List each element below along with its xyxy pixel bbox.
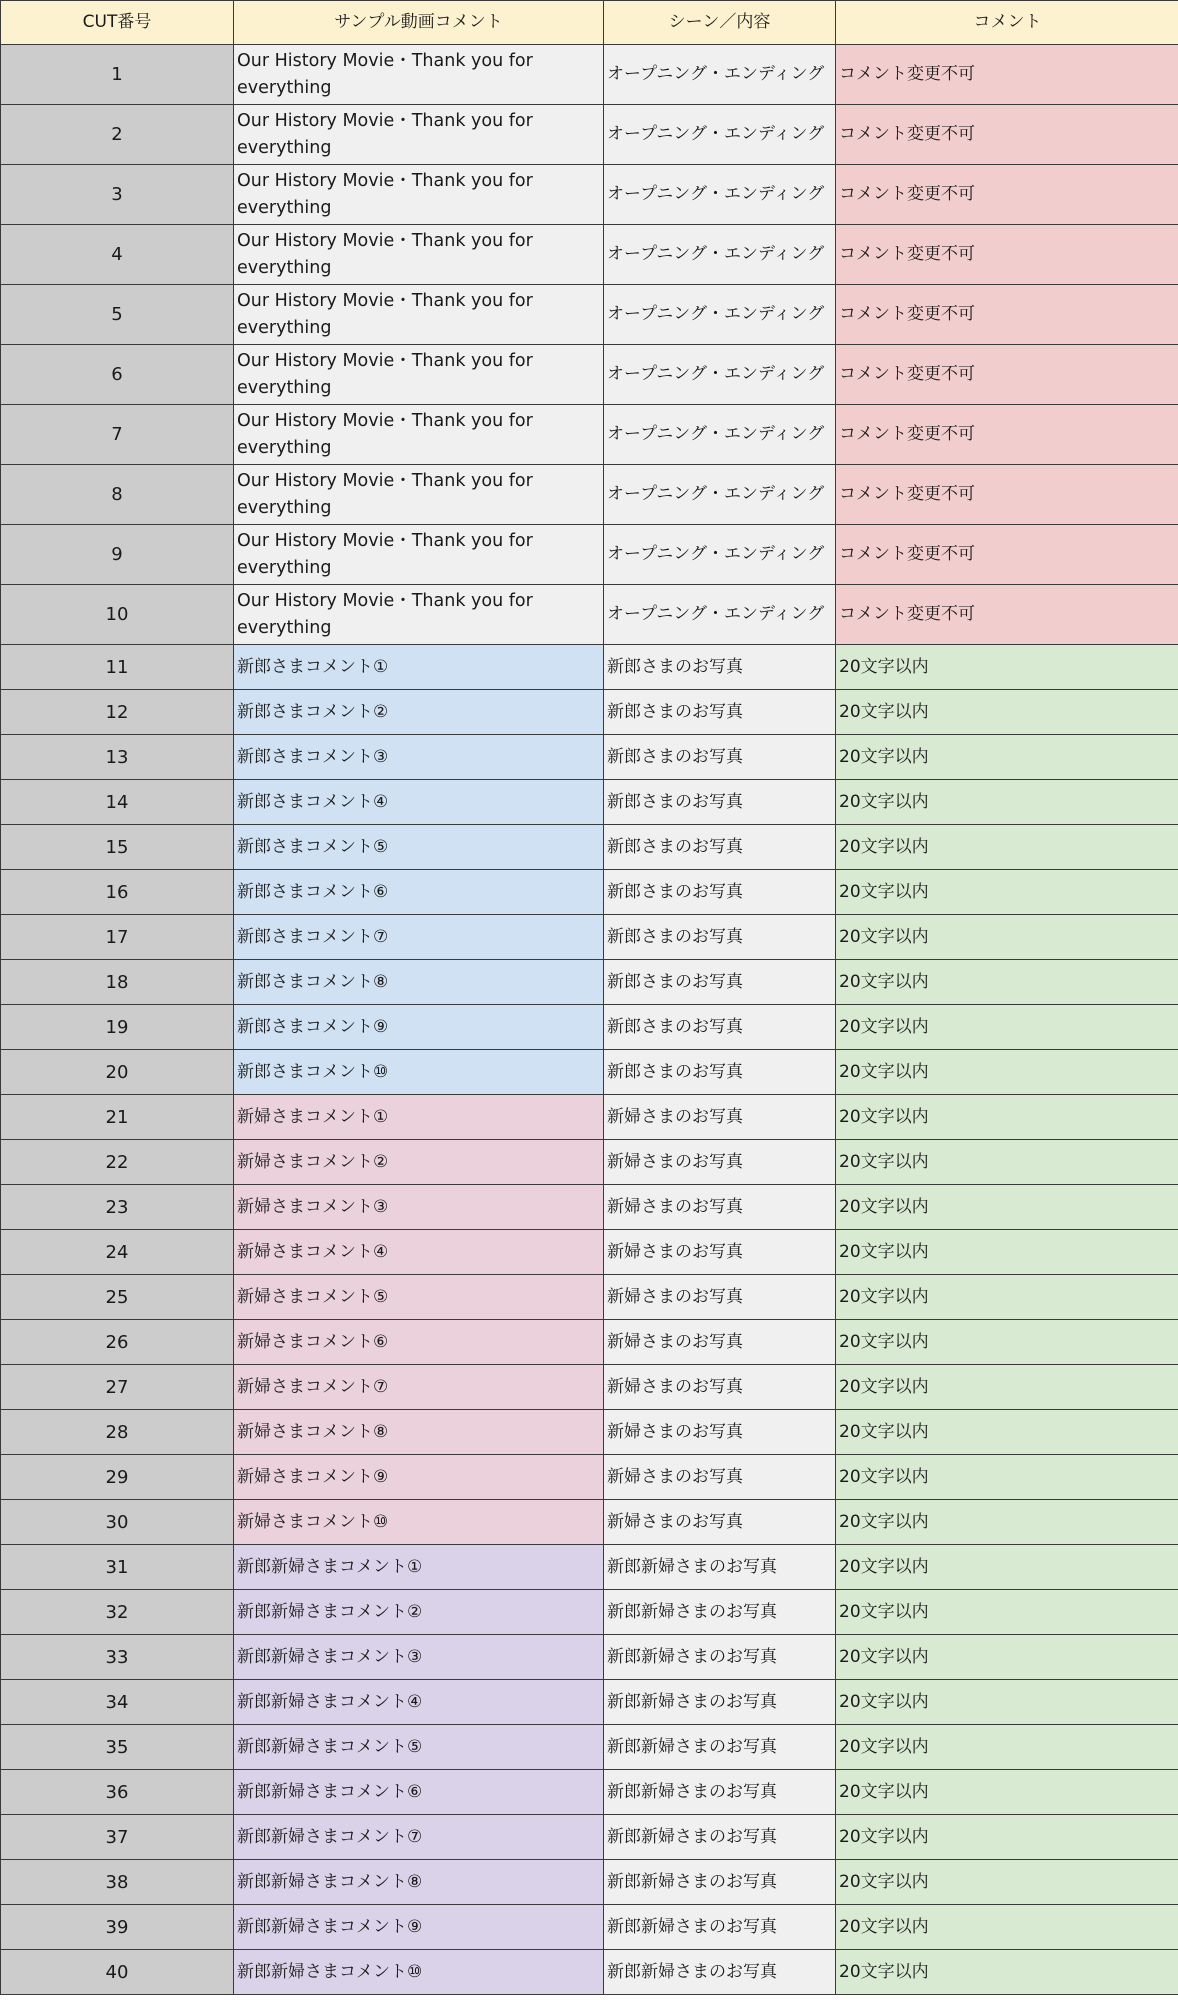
table-row [1,1185,1178,1230]
comment-note-cell[interactable]: 20文字以内 [836,1725,1178,1770]
table-row [1,285,1178,345]
cut-number-cell[interactable]: 11 [1,645,234,690]
scene-cell[interactable]: 新婦さまのお写真 [604,1275,836,1320]
scene-cell[interactable]: 新郎さまのお写真 [604,735,836,780]
scene-cell[interactable]: 新婦さまのお写真 [604,1410,836,1455]
cut-number-cell[interactable]: 17 [1,915,234,960]
scene-cell[interactable]: 新郎新婦さまのお写真 [604,1905,836,1950]
cut-number-cell[interactable]: 35 [1,1725,234,1770]
table-row [1,1050,1178,1095]
table-row [1,465,1178,525]
table-row [1,1860,1178,1905]
scene-cell[interactable]: 新郎さまのお写真 [604,915,836,960]
sample-comment-cell[interactable]: 新郎さまコメント① [234,645,604,690]
sample-comment-cell[interactable]: Our History Movie・Thank you for everything [234,285,604,345]
cut-number-cell[interactable]: 24 [1,1230,234,1275]
comment-note-cell[interactable]: 20文字以内 [836,1320,1178,1365]
comment-note-cell[interactable]: 20文字以内 [836,645,1178,690]
table-row [1,1140,1178,1185]
table-row [1,45,1178,105]
scene-cell[interactable]: 新婦さまのお写真 [604,1140,836,1185]
scene-cell[interactable]: 新郎新婦さまのお写真 [604,1680,836,1725]
table-row [1,1905,1178,1950]
sample-comment-cell[interactable]: Our History Movie・Thank you for everything [234,45,604,105]
table-row [1,1275,1178,1320]
comment-note-cell[interactable]: 20文字以内 [836,915,1178,960]
comment-note-cell[interactable]: コメント変更不可 [836,285,1178,345]
cut-number-cell[interactable]: 22 [1,1140,234,1185]
scene-cell[interactable]: 新婦さまのお写真 [604,1500,836,1545]
cut-number-cell[interactable]: 27 [1,1365,234,1410]
scene-cell[interactable]: 新郎新婦さまのお写真 [604,1635,836,1680]
scene-cell[interactable]: 新郎新婦さまのお写真 [604,1545,836,1590]
sample-comment-cell[interactable]: 新郎さまコメント⑤ [234,825,604,870]
table-row [1,1005,1178,1050]
comment-note-cell[interactable]: コメント変更不可 [836,585,1178,645]
scene-cell[interactable]: 新郎さまのお写真 [604,690,836,735]
scene-cell[interactable]: オープニング・エンディング [604,345,836,405]
sample-comment-cell[interactable]: 新婦さまコメント⑤ [234,1275,604,1320]
header-cut-number: CUT番号 [1,1,234,45]
table-row [1,1950,1178,1995]
sample-comment-cell[interactable]: 新婦さまコメント⑥ [234,1320,604,1365]
table-row [1,165,1178,225]
sample-comment-cell[interactable]: Our History Movie・Thank you for everything [234,345,604,405]
comment-note-cell[interactable]: 20文字以内 [836,1005,1178,1050]
table-row [1,1455,1178,1500]
sample-comment-cell[interactable]: 新郎新婦さまコメント⑦ [234,1815,604,1860]
scene-cell[interactable]: 新婦さまのお写真 [604,1185,836,1230]
cut-number-cell[interactable]: 40 [1,1950,234,1995]
table-row [1,915,1178,960]
table-row [1,1230,1178,1275]
comment-note-cell[interactable]: 20文字以内 [836,1095,1178,1140]
cut-number-cell[interactable]: 13 [1,735,234,780]
table-row [1,345,1178,405]
sample-comment-cell[interactable]: Our History Movie・Thank you for everything [234,165,604,225]
table-row [1,1635,1178,1680]
sample-comment-cell[interactable]: 新郎さまコメント③ [234,735,604,780]
cut-number-cell[interactable]: 32 [1,1590,234,1635]
table-row [1,1410,1178,1455]
scene-cell[interactable]: オープニング・エンディング [604,465,836,525]
cut-number-cell[interactable]: 2 [1,105,234,165]
sample-comment-cell[interactable]: 新婦さまコメント① [234,1095,604,1140]
scene-cell[interactable]: オープニング・エンディング [604,285,836,345]
scene-cell[interactable]: 新婦さまのお写真 [604,1455,836,1500]
table-row [1,1365,1178,1410]
cut-number-cell[interactable]: 31 [1,1545,234,1590]
cut-number-cell[interactable]: 6 [1,345,234,405]
sample-comment-cell[interactable]: 新婦さまコメント③ [234,1185,604,1230]
cut-number-cell[interactable]: 29 [1,1455,234,1500]
comment-note-cell[interactable]: 20文字以内 [836,1230,1178,1275]
sample-comment-cell[interactable]: 新婦さまコメント④ [234,1230,604,1275]
cut-number-cell[interactable]: 37 [1,1815,234,1860]
cut-number-cell[interactable]: 9 [1,525,234,585]
table-row [1,645,1178,690]
comment-note-cell[interactable]: コメント変更不可 [836,345,1178,405]
comment-note-cell[interactable]: 20文字以内 [836,1455,1178,1500]
comment-note-cell[interactable]: 20文字以内 [836,1680,1178,1725]
cut-number-cell[interactable]: 10 [1,585,234,645]
comment-note-cell[interactable]: 20文字以内 [836,780,1178,825]
table-row [1,1725,1178,1770]
comment-note-cell[interactable]: 20文字以内 [836,1500,1178,1545]
comment-note-cell[interactable]: 20文字以内 [836,825,1178,870]
comment-note-cell[interactable]: 20文字以内 [836,1365,1178,1410]
comment-note-cell[interactable]: 20文字以内 [836,1410,1178,1455]
sample-comment-cell[interactable]: 新郎さまコメント⑧ [234,960,604,1005]
cut-number-cell[interactable]: 38 [1,1860,234,1905]
cut-number-cell[interactable]: 7 [1,405,234,465]
scene-cell[interactable]: 新郎新婦さまのお写真 [604,1725,836,1770]
sample-comment-cell[interactable]: 新婦さまコメント⑧ [234,1410,604,1455]
comment-note-cell[interactable]: コメント変更不可 [836,165,1178,225]
comment-note-cell[interactable]: コメント変更不可 [836,105,1178,165]
cut-number-cell[interactable]: 21 [1,1095,234,1140]
cut-number-cell[interactable]: 1 [1,45,234,105]
table-row [1,960,1178,1005]
sample-comment-cell[interactable]: 新郎さまコメント⑨ [234,1005,604,1050]
cut-number-cell[interactable]: 15 [1,825,234,870]
cut-number-cell[interactable]: 18 [1,960,234,1005]
comment-note-cell[interactable]: 20文字以内 [836,1275,1178,1320]
cut-number-cell[interactable]: 16 [1,870,234,915]
scene-cell[interactable]: 新郎新婦さまのお写真 [604,1815,836,1860]
table-row [1,1680,1178,1725]
comment-note-cell[interactable]: 20文字以内 [836,1545,1178,1590]
cut-number-cell[interactable]: 33 [1,1635,234,1680]
comment-note-cell[interactable]: 20文字以内 [836,870,1178,915]
scene-cell[interactable]: 新婦さまのお写真 [604,1230,836,1275]
scene-cell[interactable]: オープニング・エンディング [604,165,836,225]
sample-comment-cell[interactable]: Our History Movie・Thank you for everything [234,585,604,645]
sample-comment-cell[interactable]: 新郎さまコメント② [234,690,604,735]
table-row [1,105,1178,165]
table-row [1,525,1178,585]
comment-note-cell[interactable]: 20文字以内 [836,690,1178,735]
comment-note-cell[interactable]: 20文字以内 [836,1140,1178,1185]
table-row [1,825,1178,870]
scene-cell[interactable]: 新郎新婦さまのお写真 [604,1950,836,1995]
scene-cell[interactable]: 新郎さまのお写真 [604,1005,836,1050]
comment-note-cell[interactable]: 20文字以内 [836,1770,1178,1815]
cut-number-cell[interactable]: 5 [1,285,234,345]
sample-comment-cell[interactable]: 新郎新婦さまコメント② [234,1590,604,1635]
cut-number-cell[interactable]: 12 [1,690,234,735]
cut-number-cell[interactable]: 14 [1,780,234,825]
sample-comment-cell[interactable]: 新婦さまコメント② [234,1140,604,1185]
scene-cell[interactable]: 新郎さまのお写真 [604,960,836,1005]
sample-comment-cell[interactable]: 新郎新婦さまコメント⑧ [234,1860,604,1905]
cut-number-cell[interactable]: 39 [1,1905,234,1950]
sample-comment-cell[interactable]: 新婦さまコメント⑨ [234,1455,604,1500]
comment-note-cell[interactable]: コメント変更不可 [836,405,1178,465]
sample-comment-cell[interactable]: 新婦さまコメント⑦ [234,1365,604,1410]
table-row [1,225,1178,285]
scene-cell[interactable]: 新郎さまのお写真 [604,825,836,870]
table-row [1,1815,1178,1860]
scene-cell[interactable]: 新婦さまのお写真 [604,1095,836,1140]
table-row [1,585,1178,645]
scene-cell[interactable]: 新郎さまのお写真 [604,645,836,690]
scene-cell[interactable]: 新郎新婦さまのお写真 [604,1590,836,1635]
sample-comment-cell[interactable]: 新郎さまコメント⑦ [234,915,604,960]
header-sample-comment: サンプル動画コメント [234,1,604,45]
comment-note-cell[interactable]: 20文字以内 [836,1950,1178,1995]
comment-note-cell[interactable]: 20文字以内 [836,1860,1178,1905]
scene-cell[interactable]: 新郎新婦さまのお写真 [604,1860,836,1905]
cut-number-cell[interactable]: 3 [1,165,234,225]
cut-number-cell[interactable]: 28 [1,1410,234,1455]
sample-comment-cell[interactable]: 新郎さまコメント④ [234,780,604,825]
comment-note-cell[interactable]: コメント変更不可 [836,525,1178,585]
sample-comment-cell[interactable]: 新郎新婦さまコメント⑩ [234,1950,604,1995]
cut-number-cell[interactable]: 30 [1,1500,234,1545]
table-row [1,1545,1178,1590]
sample-comment-cell[interactable]: 新郎新婦さまコメント④ [234,1680,604,1725]
table-row [1,405,1178,465]
sample-comment-cell[interactable]: 新郎新婦さまコメント① [234,1545,604,1590]
scene-cell[interactable]: 新郎さまのお写真 [604,780,836,825]
comment-note-cell[interactable]: 20文字以内 [836,1185,1178,1230]
table-row [1,1770,1178,1815]
comment-note-cell[interactable]: 20文字以内 [836,735,1178,780]
sample-comment-cell[interactable]: 新郎新婦さまコメント③ [234,1635,604,1680]
scene-cell[interactable]: オープニング・エンディング [604,45,836,105]
scene-cell[interactable]: 新郎さまのお写真 [604,1050,836,1095]
scene-cell[interactable]: 新婦さまのお写真 [604,1320,836,1365]
table-row [1,1590,1178,1635]
table-row [1,780,1178,825]
cut-number-cell[interactable]: 23 [1,1185,234,1230]
scene-cell[interactable]: オープニング・エンディング [604,225,836,285]
table-row [1,1095,1178,1140]
sample-comment-cell[interactable]: Our History Movie・Thank you for everything [234,525,604,585]
scene-cell[interactable]: 新婦さまのお写真 [604,1365,836,1410]
comment-note-cell[interactable]: 20文字以内 [836,1815,1178,1860]
table-row [1,735,1178,780]
cut-number-cell[interactable]: 25 [1,1275,234,1320]
cut-number-cell[interactable]: 4 [1,225,234,285]
header-scene: シーン／内容 [604,1,836,45]
sample-comment-cell[interactable]: 新郎新婦さまコメント⑥ [234,1770,604,1815]
sample-comment-cell[interactable]: Our History Movie・Thank you for everything [234,465,604,525]
comment-note-cell[interactable]: 20文字以内 [836,1635,1178,1680]
cut-number-cell[interactable]: 34 [1,1680,234,1725]
comment-note-cell[interactable]: コメント変更不可 [836,225,1178,285]
scene-cell[interactable]: オープニング・エンディング [604,525,836,585]
scene-cell[interactable]: オープニング・エンディング [604,585,836,645]
table-body [1,45,1178,1995]
cut-number-cell[interactable]: 36 [1,1770,234,1815]
header-row [1,1,1178,45]
comment-note-cell[interactable]: 20文字以内 [836,1050,1178,1095]
sample-comment-cell[interactable]: 新郎さまコメント⑥ [234,870,604,915]
header-comment: コメント [836,1,1178,45]
scene-cell[interactable]: 新郎さまのお写真 [604,870,836,915]
cut-number-cell[interactable]: 8 [1,465,234,525]
comment-note-cell[interactable]: 20文字以内 [836,960,1178,1005]
table-row [1,690,1178,735]
sample-comment-cell[interactable]: 新郎さまコメント⑩ [234,1050,604,1095]
sample-comment-cell[interactable]: 新婦さまコメント⑩ [234,1500,604,1545]
sample-comment-cell[interactable]: 新郎新婦さまコメント⑨ [234,1905,604,1950]
comment-note-cell[interactable]: 20文字以内 [836,1590,1178,1635]
cut-number-cell[interactable]: 19 [1,1005,234,1050]
comment-note-cell[interactable]: コメント変更不可 [836,45,1178,105]
table-row [1,1500,1178,1545]
comment-note-cell[interactable]: 20文字以内 [836,1905,1178,1950]
scene-cell[interactable]: オープニング・エンディング [604,405,836,465]
scene-cell[interactable]: オープニング・エンディング [604,105,836,165]
sample-comment-cell[interactable]: Our History Movie・Thank you for everything [234,225,604,285]
cut-number-cell[interactable]: 20 [1,1050,234,1095]
sample-comment-cell[interactable]: Our History Movie・Thank you for everything [234,105,604,165]
table-row [1,870,1178,915]
cut-number-cell[interactable]: 26 [1,1320,234,1365]
comment-note-cell[interactable]: コメント変更不可 [836,465,1178,525]
sample-comment-cell[interactable]: Our History Movie・Thank you for everything [234,405,604,465]
scene-cell[interactable]: 新郎新婦さまのお写真 [604,1770,836,1815]
table-row [1,1320,1178,1365]
sample-comment-cell[interactable]: 新郎新婦さまコメント⑤ [234,1725,604,1770]
